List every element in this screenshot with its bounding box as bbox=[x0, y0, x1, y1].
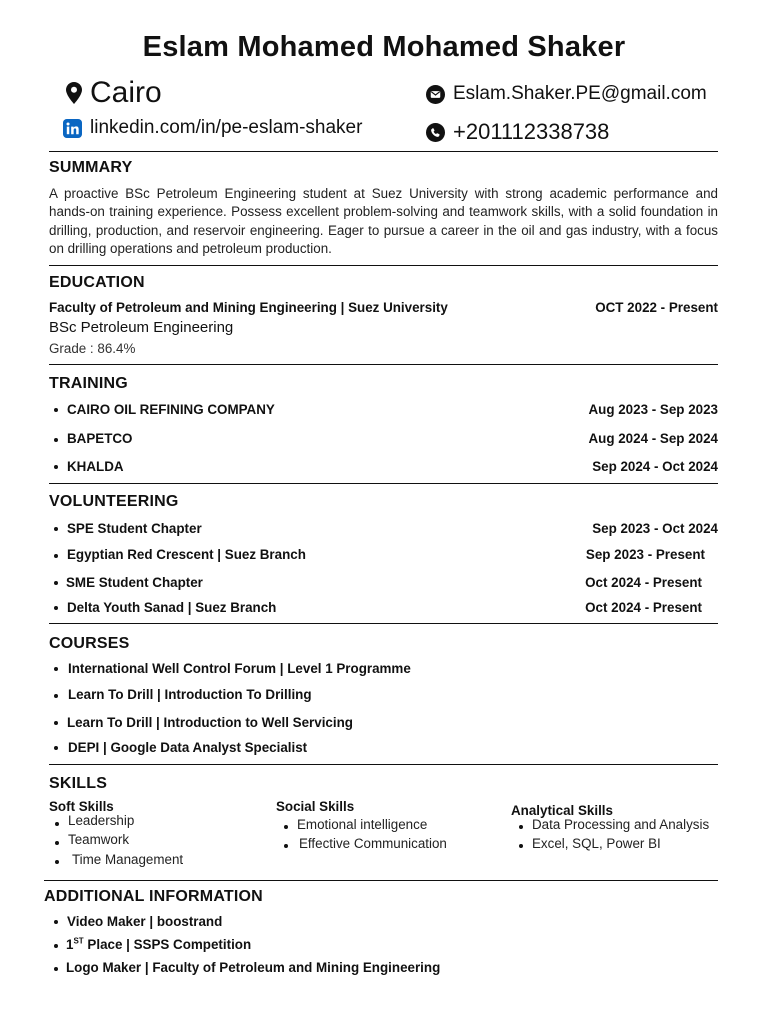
divider bbox=[49, 364, 718, 365]
soft-skill-item: Leadership bbox=[68, 813, 135, 828]
volunteering-item-name: SPE Student Chapter bbox=[67, 521, 202, 536]
phone[interactable] bbox=[426, 119, 609, 145]
bullet bbox=[54, 967, 58, 971]
bullet bbox=[54, 554, 58, 558]
analytical-skills-title: Analytical Skills bbox=[511, 803, 613, 818]
linkedin-icon bbox=[63, 119, 82, 138]
soft-skills-title: Soft Skills bbox=[49, 799, 114, 814]
course-item: Learn To Drill | Introduction To Drilling bbox=[68, 687, 312, 702]
summary-text: A proactive BSc Petroleum Engineering student at Suez University with strong academic performance and hands-on training experience. Possess excellent problem-solving and teamwork skills, with a solid foundation in drilling, production, and reservoir engineering. Eager to pursue a career in the oil and gas industry, with a focus on drilling operations and petroleum production. bbox=[49, 186, 718, 257]
bullet bbox=[54, 606, 58, 610]
bullet bbox=[54, 944, 58, 948]
volunteering-item-name: Egyptian Red Crescent | Suez Branch bbox=[67, 547, 306, 562]
email[interactable] bbox=[426, 83, 707, 105]
soft-skill-item: Time Management bbox=[72, 852, 184, 867]
divider bbox=[49, 151, 718, 152]
bullet bbox=[284, 844, 288, 848]
bullet bbox=[55, 841, 59, 845]
bullet bbox=[519, 825, 523, 829]
additional-item: Video Maker | boostrand bbox=[67, 914, 223, 929]
courses-heading: COURSES bbox=[49, 635, 130, 652]
volunteering-item-date: Oct 2024 - Present bbox=[585, 575, 702, 590]
course-item: International Well Control Forum | Level 1 Programme bbox=[68, 661, 411, 676]
additional-item-award bbox=[66, 937, 251, 952]
bullet bbox=[54, 408, 58, 412]
email-text[interactable]: Eslam.Shaker.PE@gmail.com bbox=[453, 83, 707, 104]
bullet bbox=[54, 581, 58, 585]
location-pin-icon bbox=[66, 82, 82, 104]
divider bbox=[49, 265, 718, 266]
training-heading: TRAINING bbox=[49, 375, 128, 392]
bullet bbox=[54, 746, 58, 750]
volunteering-item-date: Sep 2023 - Present bbox=[585, 547, 705, 562]
location bbox=[66, 76, 162, 110]
ordinal-suffix: ST bbox=[73, 936, 84, 946]
social-skills-title: Social Skills bbox=[276, 799, 355, 814]
bullet bbox=[54, 694, 58, 698]
training-item-date: Aug 2024 - Sep 2024 bbox=[588, 431, 718, 446]
education-heading: EDUCATION bbox=[49, 274, 145, 291]
analytical-skill-item: Excel, SQL, Power BI bbox=[532, 836, 661, 851]
divider bbox=[49, 764, 718, 765]
phone-icon bbox=[426, 123, 445, 142]
bullet bbox=[54, 667, 58, 671]
training-item-name: BAPETCO bbox=[67, 431, 133, 446]
social-skill-item: Effective Communication bbox=[299, 836, 447, 851]
award-text: Place | SSPS Competition bbox=[87, 937, 252, 952]
bullet bbox=[284, 825, 288, 829]
bullet bbox=[54, 465, 58, 469]
volunteering-item-date: Oct 2024 - Present bbox=[585, 600, 702, 615]
bullet bbox=[54, 920, 58, 924]
bullet bbox=[55, 822, 59, 826]
skills-heading: SKILLS bbox=[49, 775, 108, 792]
education-grade: Grade : 86.4% bbox=[49, 341, 136, 356]
training-item-name: KHALDA bbox=[67, 459, 124, 474]
ordinal-number: 1 bbox=[66, 937, 74, 952]
additional-item: Logo Maker | Faculty of Petroleum and Mining Engineering bbox=[66, 960, 441, 975]
linkedin[interactable] bbox=[63, 117, 362, 139]
training-item-date: Aug 2023 - Sep 2023 bbox=[588, 402, 718, 417]
training-item-date: Sep 2024 - Oct 2024 bbox=[592, 459, 718, 474]
course-item: DEPI | Google Data Analyst Specialist bbox=[68, 740, 308, 755]
bullet bbox=[519, 844, 523, 848]
summary-heading: SUMMARY bbox=[49, 159, 133, 176]
divider bbox=[44, 880, 718, 881]
divider bbox=[49, 483, 718, 484]
social-skill-item: Emotional intelligence bbox=[297, 817, 428, 832]
bullet bbox=[54, 527, 58, 531]
linkedin-text[interactable]: linkedin.com/in/pe-eslam-shaker bbox=[90, 117, 363, 138]
education-degree: BSc Petroleum Engineering bbox=[49, 319, 234, 336]
volunteering-item-name: SME Student Chapter bbox=[66, 575, 203, 590]
bullet bbox=[54, 721, 58, 725]
training-item-name: CAIRO OIL REFINING COMPANY bbox=[67, 402, 275, 417]
candidate-name: Eslam Mohamed Mohamed Shaker bbox=[142, 31, 626, 63]
soft-skill-item: Teamwork bbox=[68, 832, 130, 847]
location-text: Cairo bbox=[90, 76, 162, 109]
course-item: Learn To Drill | Introduction to Well Servicing bbox=[67, 715, 353, 730]
education-date: OCT 2022 - Present bbox=[595, 300, 718, 315]
bullet bbox=[54, 438, 58, 442]
email-icon bbox=[426, 85, 445, 104]
volunteering-item-date: Sep 2023 - Oct 2024 bbox=[592, 521, 718, 536]
volunteering-heading: VOLUNTEERING bbox=[49, 493, 179, 510]
education-institution: Faculty of Petroleum and Mining Engineering | Suez University bbox=[49, 300, 448, 315]
divider bbox=[49, 623, 718, 624]
analytical-skill-item: Data Processing and Analysis bbox=[532, 817, 710, 832]
additional-heading: ADDITIONAL INFORMATION bbox=[44, 888, 263, 905]
volunteering-item-name: Delta Youth Sanad | Suez Branch bbox=[67, 600, 277, 615]
bullet bbox=[55, 860, 59, 864]
phone-text[interactable]: +201112338738 bbox=[453, 119, 610, 144]
